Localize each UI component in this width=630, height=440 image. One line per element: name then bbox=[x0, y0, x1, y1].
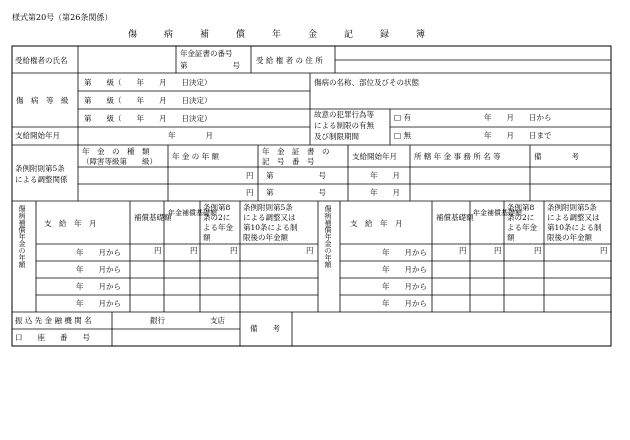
cert-number-row: 第 号 bbox=[266, 188, 326, 197]
art8-line-4: 額 bbox=[507, 233, 515, 242]
pay-ym-label: 支 給 年 月 bbox=[350, 219, 403, 228]
from-month-row: 年 月から bbox=[382, 265, 427, 274]
yen-unit: 円 bbox=[534, 246, 542, 255]
injury-label: 傷病の名称、部位及びその状態 bbox=[314, 78, 419, 87]
form-title: 傷 病 補 償 年 金 記 録 簿 bbox=[128, 30, 426, 40]
pension-type-label: 年 金 の 種 類 bbox=[82, 147, 150, 156]
yen-unit: 円 bbox=[246, 188, 254, 197]
pension-cert-label-2: 記 号 番 号 bbox=[262, 157, 315, 166]
from-month-row: 年 月から bbox=[382, 248, 427, 257]
yen-unit: 円 bbox=[154, 246, 162, 255]
pension-grade-label: （障害等級第 級） bbox=[82, 157, 157, 166]
address-label: 受 給 権 者 の 住 所 bbox=[256, 56, 323, 65]
adj-line-3: 第10条による制 bbox=[547, 223, 602, 232]
bank-branch-field: 銀行 支店 bbox=[150, 316, 225, 325]
yen-unit: 円 bbox=[600, 246, 608, 255]
crime-label-1: 故意の犯罪行為等 bbox=[314, 110, 374, 119]
form-number: 様式第20号（第26条関係） bbox=[12, 13, 113, 22]
grade-row-2: 第 級（ 年 月 日決定） bbox=[84, 96, 212, 105]
bottom-remarks-label: 備 考 bbox=[250, 324, 280, 333]
grade-row-1: 第 級（ 年 月 日決定） bbox=[84, 78, 212, 87]
adj-line-2: による調整又は bbox=[547, 213, 600, 222]
art8-line-1: 条例第8 bbox=[203, 203, 231, 212]
start-label: 支給開始年月 bbox=[15, 131, 60, 140]
from-month-row: 年 月から bbox=[382, 282, 427, 291]
base-amount-label: 補償基礎額 bbox=[436, 213, 474, 222]
from-month-row: 年 月から bbox=[382, 299, 427, 308]
cert-number-label: 年金証書の番号 bbox=[180, 49, 233, 58]
art8-line-1: 条例第8 bbox=[507, 203, 535, 212]
art8-line-3: よる年金 bbox=[203, 223, 233, 232]
yen-unit: 円 bbox=[230, 246, 238, 255]
pay-ym-label: 支 給 年 月 bbox=[44, 219, 97, 228]
adjust-label-2: による調整関係 bbox=[15, 175, 68, 184]
grade-label: 傷 病 等 級 bbox=[16, 96, 69, 105]
from-month-row: 年 月から bbox=[76, 265, 121, 274]
adj-line-2: による調整又は bbox=[243, 213, 296, 222]
adjust-label-1: 条例附則第5条 bbox=[15, 164, 65, 173]
adj-line-1: 条例附則第5条 bbox=[547, 203, 597, 212]
art8-line-3: よる年金 bbox=[507, 223, 537, 232]
yen-unit: 円 bbox=[494, 246, 502, 255]
base-amount-label: 補償基礎額 bbox=[134, 213, 172, 222]
adj-line-3: 第10条による制 bbox=[243, 223, 298, 232]
from-month-row: 年 月から bbox=[76, 248, 121, 257]
crime-label-2: による制限の有無 bbox=[314, 121, 374, 130]
year-month-row: 年 月 bbox=[370, 171, 400, 180]
annual-side-label-right: 傷病補償年金の年額 bbox=[324, 205, 332, 268]
office-label: 所 轄 年 金 事 務 所 名 等 bbox=[414, 152, 501, 161]
crime-yes-checkbox[interactable]: □ 有 bbox=[394, 113, 411, 122]
cert-number-row: 第 号 bbox=[266, 171, 326, 180]
remarks-label: 備 考 bbox=[534, 152, 579, 161]
year-month-row: 年 月 bbox=[370, 188, 400, 197]
art8-line-2: 条の2に bbox=[507, 213, 535, 222]
yen-unit: 円 bbox=[459, 246, 467, 255]
yen-unit: 円 bbox=[306, 246, 314, 255]
from-month-row: 年 月から bbox=[76, 299, 121, 308]
bank-label: 振 込 先 金 融 機 関 名 bbox=[15, 316, 92, 325]
adj-line-4: 限後の年金額 bbox=[243, 233, 288, 242]
recipient-name-label: 受給権者の氏名 bbox=[15, 56, 68, 65]
cert-number-field: 第 号 bbox=[180, 61, 240, 70]
yen-unit: 円 bbox=[246, 171, 254, 180]
yen-unit: 円 bbox=[190, 246, 198, 255]
annual-amount-label: 年金補償基礎額 bbox=[473, 209, 522, 217]
pension-cert-label-1: 年 金 証 書 の bbox=[262, 147, 330, 156]
art8-line-4: 額 bbox=[203, 233, 211, 242]
pension-amount-label: 年 金 の 年 額 bbox=[172, 152, 220, 161]
start-value: 年 月 bbox=[168, 131, 213, 140]
crime-to: 年 月 日まで bbox=[484, 131, 552, 140]
grade-row-3: 第 級（ 年 月 日決定） bbox=[84, 114, 212, 123]
adjust-start-label: 支給開始年月 bbox=[352, 152, 397, 161]
annual-amount-label: 年金補償基礎額 bbox=[168, 209, 217, 217]
crime-from: 年 月 日から bbox=[484, 113, 552, 122]
annual-side-label-left: 傷病補償年金の年額 bbox=[18, 205, 26, 268]
account-label: 口 座 番 号 bbox=[15, 333, 90, 342]
crime-no-checkbox[interactable]: □ 無 bbox=[394, 131, 411, 140]
from-month-row: 年 月から bbox=[76, 282, 121, 291]
adj-line-4: 限後の年金額 bbox=[547, 233, 592, 242]
art8-line-2: 条の2に bbox=[203, 213, 231, 222]
adj-line-1: 条例附則第5条 bbox=[243, 203, 293, 212]
crime-label-3: 及び制限期間 bbox=[314, 132, 359, 141]
